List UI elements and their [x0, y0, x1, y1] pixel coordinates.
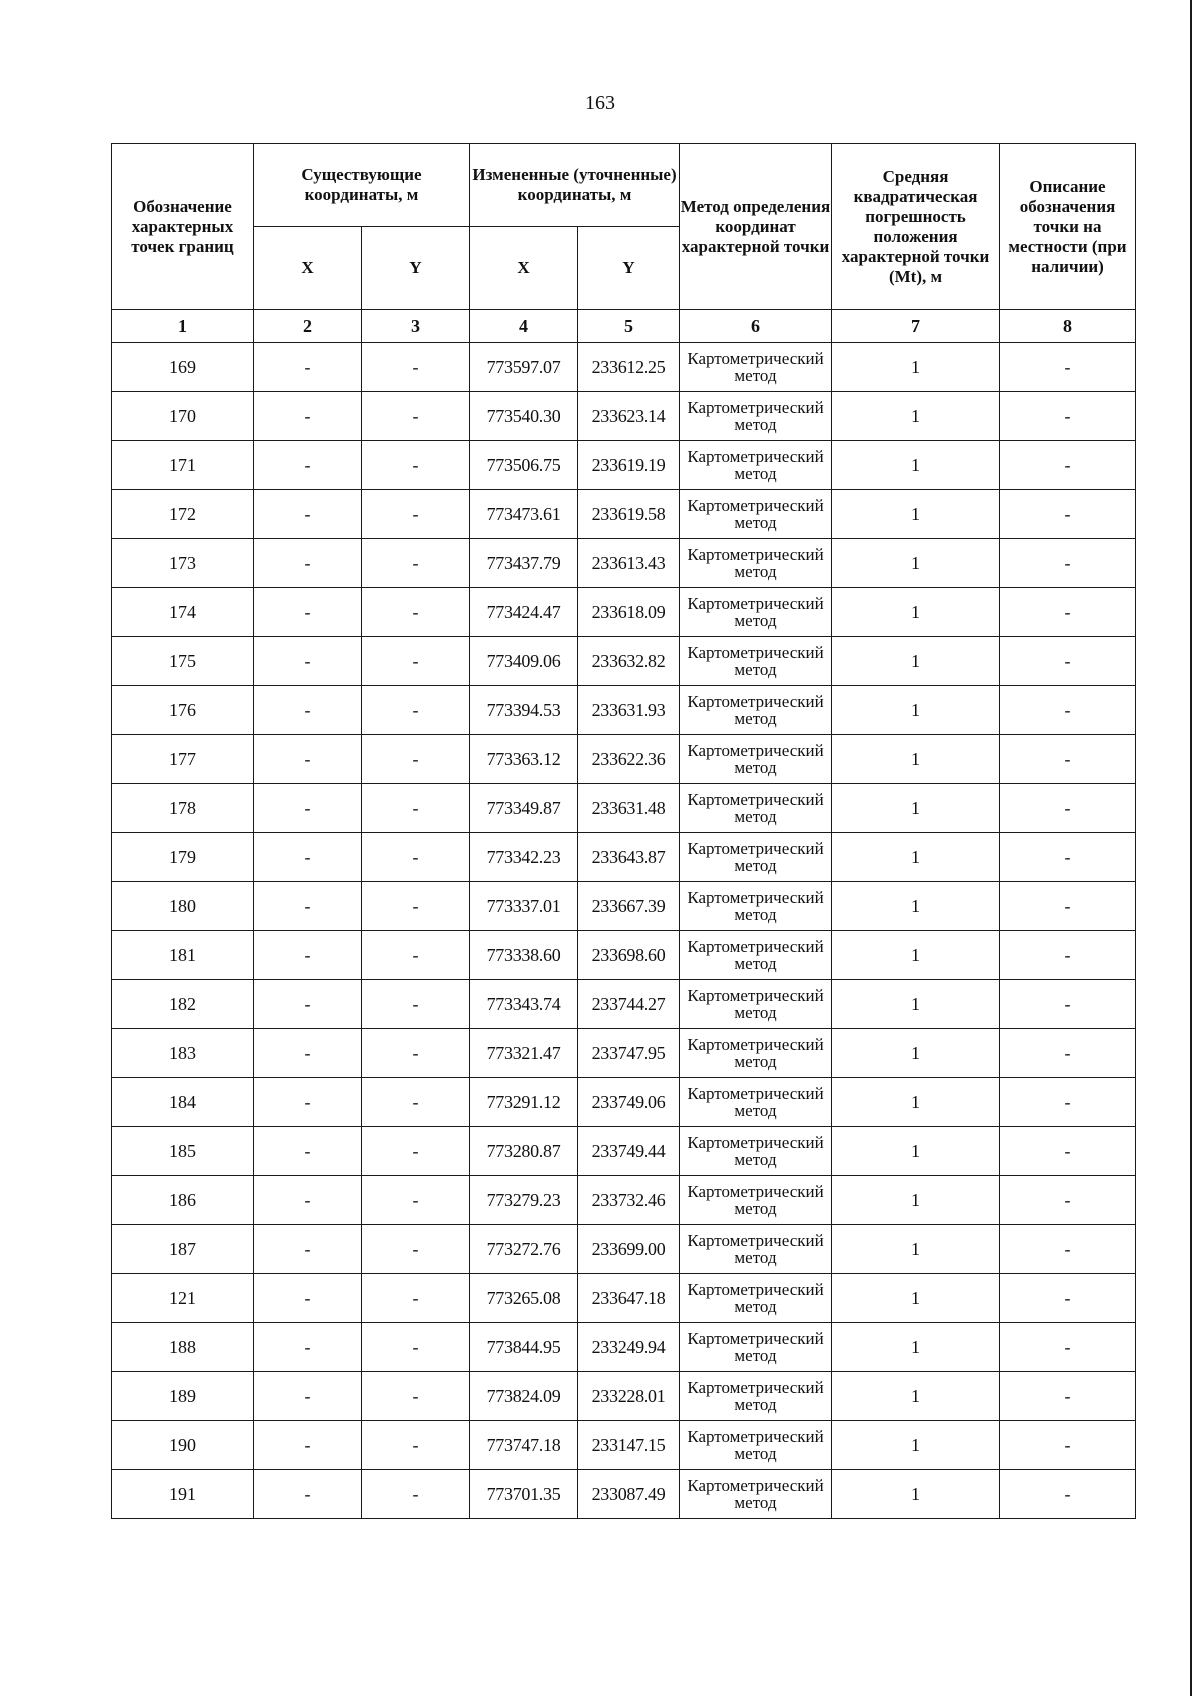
cell-existing-x: -	[254, 1029, 362, 1078]
cell-changed-x: 773321.47	[470, 1029, 578, 1078]
cell-description: -	[1000, 441, 1136, 490]
cell-description: -	[1000, 490, 1136, 539]
cell-error: 1	[832, 1470, 1000, 1519]
header-row	[112, 144, 1136, 227]
cell-method: Картометрический метод	[680, 490, 832, 539]
cell-existing-x: -	[254, 1470, 362, 1519]
cell-error: 1	[832, 980, 1000, 1029]
cell-point: 190	[112, 1421, 254, 1470]
cell-description: -	[1000, 931, 1136, 980]
cell-existing-x: -	[254, 980, 362, 1029]
cell-existing-x: -	[254, 1274, 362, 1323]
cell-description: -	[1000, 1470, 1136, 1519]
table-row	[112, 1127, 1136, 1176]
cell-existing-x: -	[254, 1225, 362, 1274]
column-number-row	[112, 310, 1136, 343]
cell-point: 173	[112, 539, 254, 588]
cell-changed-y: 233699.00	[578, 1225, 680, 1274]
cell-error: 1	[832, 1274, 1000, 1323]
cell-point: 186	[112, 1176, 254, 1225]
cell-changed-y: 233622.36	[578, 735, 680, 784]
cell-changed-x: 773265.08	[470, 1274, 578, 1323]
cell-method: Картометрический метод	[680, 588, 832, 637]
column-number: 7	[832, 310, 1000, 343]
cell-method: Картометрический метод	[680, 735, 832, 784]
cell-changed-y: 233647.18	[578, 1274, 680, 1323]
cell-point: 171	[112, 441, 254, 490]
column-number: 8	[1000, 310, 1136, 343]
table-row	[112, 784, 1136, 833]
cell-existing-y: -	[362, 686, 470, 735]
cell-changed-y: 233747.95	[578, 1029, 680, 1078]
cell-changed-y: 233632.82	[578, 637, 680, 686]
cell-existing-y: -	[362, 1176, 470, 1225]
cell-description: -	[1000, 1421, 1136, 1470]
cell-point: 191	[112, 1470, 254, 1519]
header-changed-y: Y	[578, 227, 680, 310]
cell-description: -	[1000, 1323, 1136, 1372]
cell-error: 1	[832, 735, 1000, 784]
cell-existing-x: -	[254, 882, 362, 931]
cell-existing-y: -	[362, 1225, 470, 1274]
cell-changed-x: 773824.09	[470, 1372, 578, 1421]
cell-existing-x: -	[254, 686, 362, 735]
cell-existing-y: -	[362, 784, 470, 833]
page-edge-line	[1190, 0, 1192, 1696]
cell-existing-x: -	[254, 343, 362, 392]
cell-existing-y: -	[362, 1274, 470, 1323]
cell-existing-y: -	[362, 931, 470, 980]
table-row	[112, 588, 1136, 637]
cell-changed-x: 773597.07	[470, 343, 578, 392]
cell-point: 182	[112, 980, 254, 1029]
cell-changed-y: 233623.14	[578, 392, 680, 441]
column-number: 3	[362, 310, 470, 343]
cell-existing-y: -	[362, 1127, 470, 1176]
cell-error: 1	[832, 1029, 1000, 1078]
cell-method: Картометрический метод	[680, 1225, 832, 1274]
cell-changed-x: 773291.12	[470, 1078, 578, 1127]
cell-point: 170	[112, 392, 254, 441]
header-method: Метод определения координат характерной точки	[680, 144, 832, 310]
header-existing-coords: Существующие координаты, м	[254, 144, 470, 227]
cell-changed-y: 233667.39	[578, 882, 680, 931]
column-number: 2	[254, 310, 362, 343]
cell-method: Картометрический метод	[680, 1029, 832, 1078]
cell-existing-y: -	[362, 637, 470, 686]
cell-existing-y: -	[362, 1078, 470, 1127]
cell-method: Картометрический метод	[680, 1421, 832, 1470]
cell-changed-x: 773280.87	[470, 1127, 578, 1176]
cell-existing-y: -	[362, 1421, 470, 1470]
cell-existing-y: -	[362, 343, 470, 392]
cell-changed-x: 773701.35	[470, 1470, 578, 1519]
cell-point: 172	[112, 490, 254, 539]
cell-method: Картометрический метод	[680, 833, 832, 882]
table-row	[112, 1323, 1136, 1372]
cell-method: Картометрический метод	[680, 1372, 832, 1421]
cell-description: -	[1000, 392, 1136, 441]
cell-existing-y: -	[362, 882, 470, 931]
header-changed-x: X	[470, 227, 578, 310]
cell-method: Картометрический метод	[680, 1127, 832, 1176]
cell-description: -	[1000, 343, 1136, 392]
cell-existing-y: -	[362, 735, 470, 784]
cell-point: 185	[112, 1127, 254, 1176]
table-body	[112, 343, 1136, 1519]
cell-existing-x: -	[254, 441, 362, 490]
cell-changed-y: 233698.60	[578, 931, 680, 980]
cell-existing-y: -	[362, 1323, 470, 1372]
table-row	[112, 1078, 1136, 1127]
cell-existing-x: -	[254, 784, 362, 833]
cell-error: 1	[832, 931, 1000, 980]
column-number: 4	[470, 310, 578, 343]
table-row	[112, 1225, 1136, 1274]
header-error: Средняя квадратическая погрешность положения характерной точки (Mt), м	[832, 144, 1000, 310]
cell-changed-x: 773337.01	[470, 882, 578, 931]
cell-point: 175	[112, 637, 254, 686]
cell-method: Картометрический метод	[680, 1323, 832, 1372]
cell-error: 1	[832, 1078, 1000, 1127]
cell-existing-x: -	[254, 392, 362, 441]
table-row	[112, 490, 1136, 539]
cell-description: -	[1000, 1127, 1136, 1176]
header-designation: Обозначение характерных точек границ	[112, 144, 254, 310]
cell-changed-y: 233749.06	[578, 1078, 680, 1127]
header-existing-y: Y	[362, 227, 470, 310]
cell-description: -	[1000, 588, 1136, 637]
cell-description: -	[1000, 539, 1136, 588]
column-number: 1	[112, 310, 254, 343]
column-number: 5	[578, 310, 680, 343]
header-description: Описание обозначения точки на местности (при наличии)	[1000, 144, 1136, 310]
cell-error: 1	[832, 392, 1000, 441]
cell-description: -	[1000, 882, 1136, 931]
cell-point: 187	[112, 1225, 254, 1274]
cell-method: Картометрический метод	[680, 784, 832, 833]
cell-existing-x: -	[254, 1127, 362, 1176]
cell-changed-x: 773338.60	[470, 931, 578, 980]
cell-changed-x: 773540.30	[470, 392, 578, 441]
cell-changed-x: 773394.53	[470, 686, 578, 735]
table-row	[112, 441, 1136, 490]
cell-error: 1	[832, 686, 1000, 735]
table-row	[112, 1176, 1136, 1225]
cell-error: 1	[832, 784, 1000, 833]
cell-changed-x: 773272.76	[470, 1225, 578, 1274]
cell-method: Картометрический метод	[680, 882, 832, 931]
cell-error: 1	[832, 490, 1000, 539]
cell-existing-y: -	[362, 588, 470, 637]
cell-changed-x: 773424.47	[470, 588, 578, 637]
cell-point: 183	[112, 1029, 254, 1078]
cell-point: 179	[112, 833, 254, 882]
cell-description: -	[1000, 1274, 1136, 1323]
cell-changed-y: 233147.15	[578, 1421, 680, 1470]
cell-point: 189	[112, 1372, 254, 1421]
cell-method: Картометрический метод	[680, 637, 832, 686]
cell-point: 188	[112, 1323, 254, 1372]
cell-existing-x: -	[254, 735, 362, 784]
cell-point: 174	[112, 588, 254, 637]
column-number: 6	[680, 310, 832, 343]
table-row	[112, 392, 1136, 441]
cell-existing-y: -	[362, 833, 470, 882]
cell-existing-y: -	[362, 1372, 470, 1421]
cell-description: -	[1000, 735, 1136, 784]
cell-existing-x: -	[254, 1078, 362, 1127]
cell-existing-x: -	[254, 1421, 362, 1470]
cell-method: Картометрический метод	[680, 1274, 832, 1323]
cell-existing-y: -	[362, 980, 470, 1029]
cell-existing-y: -	[362, 539, 470, 588]
cell-existing-x: -	[254, 931, 362, 980]
cell-existing-x: -	[254, 637, 362, 686]
cell-changed-y: 233249.94	[578, 1323, 680, 1372]
cell-changed-y: 233613.43	[578, 539, 680, 588]
cell-error: 1	[832, 343, 1000, 392]
cell-description: -	[1000, 1225, 1136, 1274]
cell-point: 184	[112, 1078, 254, 1127]
cell-point: 180	[112, 882, 254, 931]
cell-existing-x: -	[254, 1372, 362, 1421]
cell-changed-y: 233618.09	[578, 588, 680, 637]
cell-changed-x: 773747.18	[470, 1421, 578, 1470]
cell-method: Картометрический метод	[680, 931, 832, 980]
cell-description: -	[1000, 1078, 1136, 1127]
cell-changed-x: 773506.75	[470, 441, 578, 490]
cell-method: Картометрический метод	[680, 1470, 832, 1519]
header-changed-coords: Измененные (уточненные) координаты, м	[470, 144, 680, 227]
table-row	[112, 931, 1136, 980]
cell-method: Картометрический метод	[680, 1078, 832, 1127]
cell-description: -	[1000, 1176, 1136, 1225]
cell-error: 1	[832, 1225, 1000, 1274]
cell-method: Картометрический метод	[680, 441, 832, 490]
cell-point: 181	[112, 931, 254, 980]
cell-method: Картометрический метод	[680, 539, 832, 588]
table-row	[112, 1421, 1136, 1470]
cell-changed-x: 773844.95	[470, 1323, 578, 1372]
cell-changed-y: 233612.25	[578, 343, 680, 392]
cell-existing-x: -	[254, 490, 362, 539]
cell-description: -	[1000, 833, 1136, 882]
cell-changed-y: 233732.46	[578, 1176, 680, 1225]
cell-changed-y: 233631.48	[578, 784, 680, 833]
table-row	[112, 343, 1136, 392]
cell-existing-y: -	[362, 441, 470, 490]
cell-description: -	[1000, 1372, 1136, 1421]
cell-error: 1	[832, 637, 1000, 686]
table-row	[112, 539, 1136, 588]
cell-existing-x: -	[254, 588, 362, 637]
cell-description: -	[1000, 686, 1136, 735]
cell-changed-y: 233087.49	[578, 1470, 680, 1519]
cell-existing-x: -	[254, 1323, 362, 1372]
cell-method: Картометрический метод	[680, 1176, 832, 1225]
cell-existing-y: -	[362, 1470, 470, 1519]
cell-point: 176	[112, 686, 254, 735]
cell-changed-y: 233619.58	[578, 490, 680, 539]
cell-method: Картометрический метод	[680, 686, 832, 735]
cell-changed-x: 773342.23	[470, 833, 578, 882]
cell-existing-x: -	[254, 833, 362, 882]
cell-error: 1	[832, 882, 1000, 931]
cell-error: 1	[832, 1323, 1000, 1372]
cell-method: Картометрический метод	[680, 343, 832, 392]
cell-changed-y: 233744.27	[578, 980, 680, 1029]
cell-description: -	[1000, 637, 1136, 686]
cell-existing-x: -	[254, 1176, 362, 1225]
cell-error: 1	[832, 833, 1000, 882]
cell-point: 169	[112, 343, 254, 392]
cell-changed-x: 773473.61	[470, 490, 578, 539]
cell-changed-x: 773437.79	[470, 539, 578, 588]
table-row	[112, 637, 1136, 686]
cell-changed-x: 773343.74	[470, 980, 578, 1029]
cell-existing-x: -	[254, 539, 362, 588]
table-row	[112, 833, 1136, 882]
cell-changed-y: 233228.01	[578, 1372, 680, 1421]
cell-existing-y: -	[362, 1029, 470, 1078]
cell-changed-y: 233619.19	[578, 441, 680, 490]
cell-changed-y: 233643.87	[578, 833, 680, 882]
page-number: 163	[585, 92, 615, 114]
cell-point: 178	[112, 784, 254, 833]
cell-point: 177	[112, 735, 254, 784]
cell-changed-x: 773363.12	[470, 735, 578, 784]
header-existing-x: X	[254, 227, 362, 310]
cell-existing-y: -	[362, 490, 470, 539]
table-row	[112, 1274, 1136, 1323]
cell-changed-x: 773349.87	[470, 784, 578, 833]
table-row	[112, 1372, 1136, 1421]
cell-method: Картометрический метод	[680, 392, 832, 441]
cell-error: 1	[832, 539, 1000, 588]
cell-error: 1	[832, 1176, 1000, 1225]
cell-description: -	[1000, 980, 1136, 1029]
cell-changed-y: 233749.44	[578, 1127, 680, 1176]
cell-error: 1	[832, 1372, 1000, 1421]
cell-changed-y: 233631.93	[578, 686, 680, 735]
table-row	[112, 980, 1136, 1029]
table-row	[112, 882, 1136, 931]
table-row	[112, 735, 1136, 784]
table-row	[112, 1029, 1136, 1078]
table-row	[112, 1470, 1136, 1519]
cell-description: -	[1000, 1029, 1136, 1078]
table-row	[112, 686, 1136, 735]
cell-error: 1	[832, 588, 1000, 637]
cell-point: 121	[112, 1274, 254, 1323]
cell-error: 1	[832, 1421, 1000, 1470]
cell-existing-y: -	[362, 392, 470, 441]
cell-changed-x: 773409.06	[470, 637, 578, 686]
coordinates-table	[111, 143, 1136, 1519]
cell-error: 1	[832, 1127, 1000, 1176]
cell-description: -	[1000, 784, 1136, 833]
cell-changed-x: 773279.23	[470, 1176, 578, 1225]
cell-error: 1	[832, 441, 1000, 490]
cell-method: Картометрический метод	[680, 980, 832, 1029]
